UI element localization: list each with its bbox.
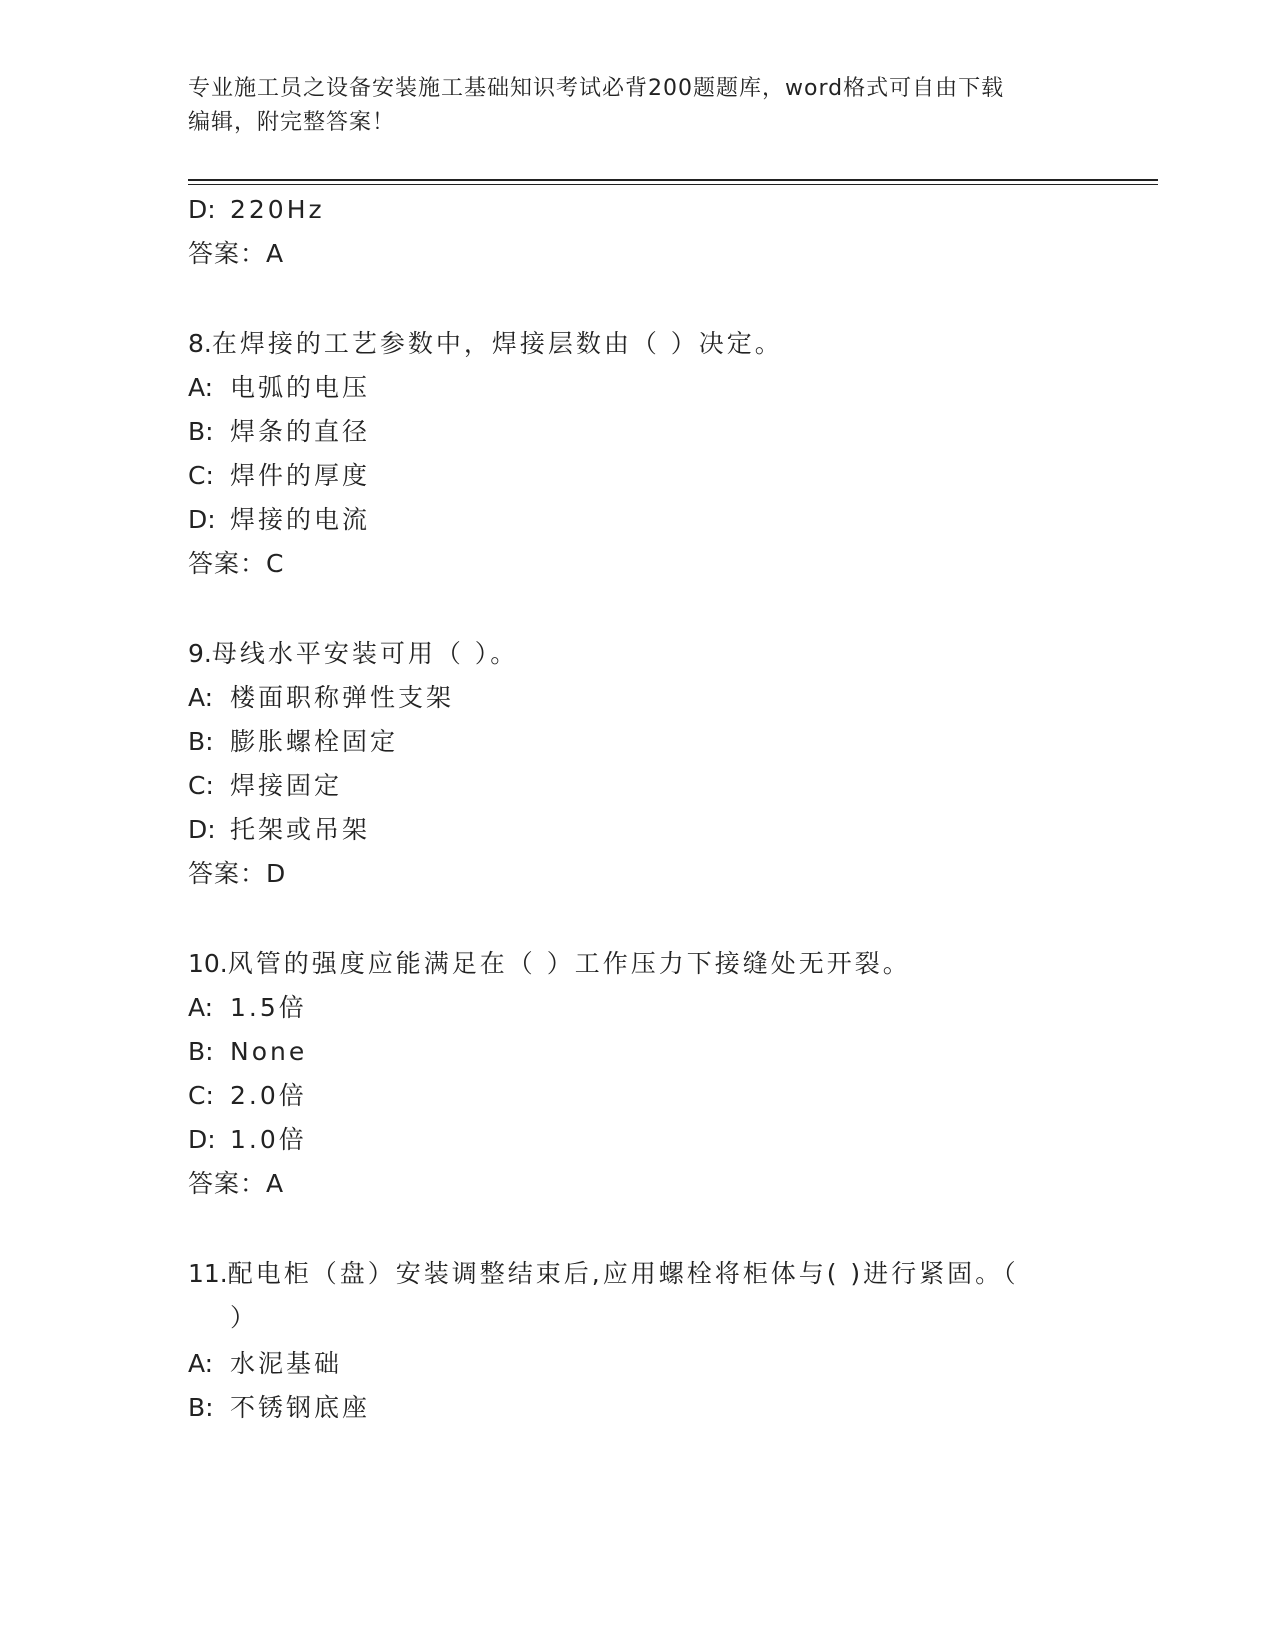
option-key: B:: [188, 1393, 214, 1422]
option-key: D:: [188, 505, 216, 534]
question-text: 在焊接的工艺参数中，焊接层数由（ ）决定。: [211, 329, 783, 358]
option-text: 楼面职称弹性支架: [230, 683, 455, 712]
question-number: 11.: [188, 1259, 228, 1288]
option-key: D:: [188, 1125, 216, 1154]
option-key: A:: [188, 1349, 214, 1378]
q8-option-b: [188, 415, 370, 449]
header-title: [188, 72, 1068, 140]
q10-option-c: [188, 1079, 307, 1113]
q11-option-a: [188, 1347, 342, 1381]
option-text: 膨胀螺栓固定: [230, 727, 399, 756]
option-key: B:: [188, 417, 214, 446]
option-text: 不锈钢底座: [230, 1393, 371, 1422]
option-key: A:: [188, 373, 214, 402]
question-number: 10.: [188, 949, 228, 978]
question-text: 风管的强度应能满足在（ ）工作压力下接缝处无开裂。: [227, 949, 911, 978]
header-divider-thin: [188, 184, 1158, 185]
q8-option-d: [188, 503, 370, 537]
q9-answer: 答案：D: [188, 859, 287, 888]
q10-option-b: [188, 1035, 307, 1069]
option-key: D:: [188, 195, 216, 224]
header-divider: [188, 179, 1158, 181]
option-key: C:: [188, 771, 214, 800]
q8-option-a: [188, 371, 370, 405]
option-key: C:: [188, 461, 214, 490]
option-key: D:: [188, 815, 216, 844]
q7-option-d: [188, 193, 325, 227]
q8-option-c: [188, 459, 370, 493]
q8-answer: 答案：C: [188, 549, 285, 578]
header-line-2: 编辑，附完整答案！: [188, 110, 396, 135]
q10-answer: 答案：A: [188, 1169, 285, 1198]
q10-option-d: [188, 1123, 307, 1157]
option-text: 水泥基础: [230, 1349, 343, 1378]
option-key: B:: [188, 1037, 214, 1066]
q9-option-b: [188, 725, 398, 759]
option-text: 焊件的厚度: [230, 461, 371, 490]
option-text: 焊接的电流: [230, 505, 371, 534]
option-text: 2.0倍: [230, 1081, 307, 1110]
question-text: 配电柜（盘）安装调整结束后,应用螺栓将柜体与( )进行紧固。（: [227, 1259, 1019, 1288]
option-text: 220Hz: [230, 195, 325, 224]
q9-option-c: [188, 769, 342, 803]
header-line-1: 专业施工员之设备安装施工基础知识考试必背200题题库，word格式可自由下载: [188, 76, 1005, 101]
q11-option-b: [188, 1391, 370, 1425]
q10-stem: [188, 947, 911, 981]
option-text: None: [230, 1037, 308, 1066]
question-number: 8.: [188, 329, 212, 358]
q7-answer: 答案：A: [188, 239, 285, 268]
option-text: 电弧的电压: [230, 373, 371, 402]
q10-option-a: [188, 991, 307, 1025]
option-text: 1.0倍: [230, 1125, 307, 1154]
q9-option-d: [188, 813, 370, 847]
q11-stem: [188, 1257, 1019, 1291]
option-key: C:: [188, 1081, 214, 1110]
q11-stem-continuation: ）: [230, 1303, 259, 1332]
option-key: B:: [188, 727, 214, 756]
option-text: 1.5倍: [230, 993, 307, 1022]
q9-option-a: [188, 681, 454, 715]
q8-stem: [188, 327, 783, 361]
question-text: 母线水平安装可用（ ）。: [211, 639, 519, 668]
q9-stem: [188, 637, 518, 671]
option-text: 托架或吊架: [230, 815, 371, 844]
option-key: A:: [188, 993, 214, 1022]
option-key: A:: [188, 683, 214, 712]
question-number: 9.: [188, 639, 212, 668]
option-text: 焊接固定: [230, 771, 343, 800]
option-text: 焊条的直径: [230, 417, 371, 446]
